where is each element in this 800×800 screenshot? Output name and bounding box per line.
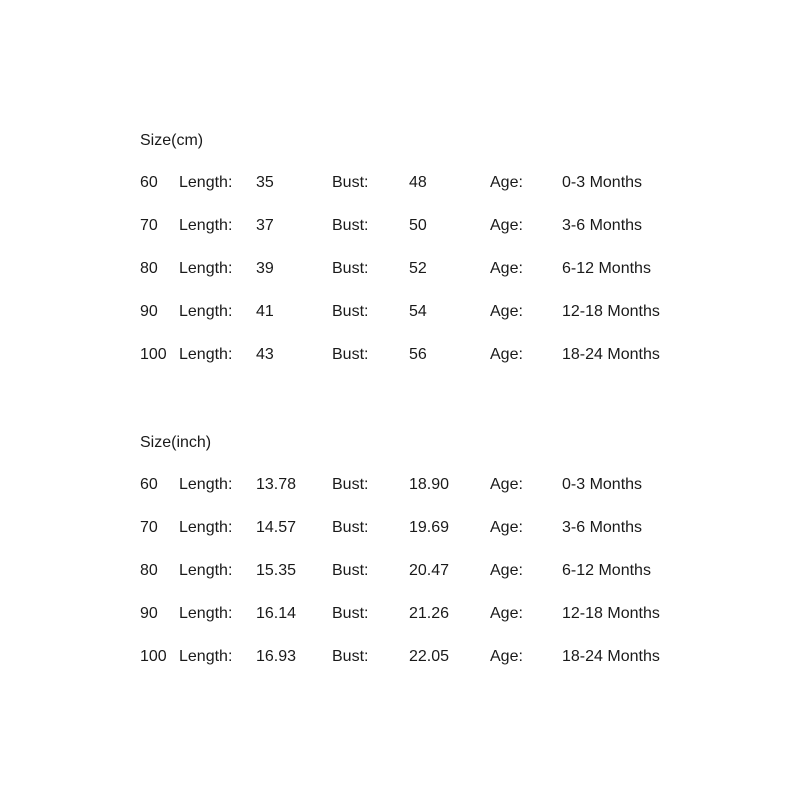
age-value: 12-18 Months — [562, 605, 660, 622]
bust-value: 56 — [409, 346, 427, 363]
section-title-inch: Size(inch) — [140, 434, 212, 451]
table-row — [140, 560, 740, 582]
size-value: 100 — [140, 648, 167, 665]
table-row — [140, 646, 740, 668]
age-label: Age: — [490, 217, 523, 234]
table-row — [140, 603, 740, 625]
size-value: 90 — [140, 303, 158, 320]
table-row — [140, 474, 740, 496]
table-row — [140, 215, 740, 237]
length-label: Length: — [179, 174, 233, 191]
length-value: 43 — [256, 346, 274, 363]
age-label: Age: — [490, 605, 523, 622]
length-value: 39 — [256, 260, 274, 277]
age-label: Age: — [490, 174, 523, 191]
age-label: Age: — [490, 519, 523, 536]
age-value: 0-3 Months — [562, 174, 643, 191]
bust-value: 48 — [409, 174, 427, 191]
length-label: Length: — [179, 605, 233, 622]
age-label: Age: — [490, 346, 523, 363]
age-label: Age: — [490, 562, 523, 579]
length-value: 16.14 — [256, 605, 297, 622]
bust-value: 20.47 — [409, 562, 450, 579]
bust-label: Bust: — [332, 519, 369, 536]
bust-label: Bust: — [332, 476, 369, 493]
length-label: Length: — [179, 346, 233, 363]
bust-label: Bust: — [332, 217, 369, 234]
age-value: 3-6 Months — [562, 519, 643, 536]
size-value: 90 — [140, 605, 158, 622]
length-value: 35 — [256, 174, 274, 191]
age-value: 12-18 Months — [562, 303, 660, 320]
length-label: Length: — [179, 519, 233, 536]
bust-value: 21.26 — [409, 605, 450, 622]
length-value: 16.93 — [256, 648, 297, 665]
bust-value: 18.90 — [409, 476, 450, 493]
bust-label: Bust: — [332, 260, 369, 277]
length-label: Length: — [179, 562, 233, 579]
bust-value: 52 — [409, 260, 427, 277]
age-value: 6-12 Months — [562, 260, 651, 277]
length-label: Length: — [179, 260, 233, 277]
size-value: 100 — [140, 346, 167, 363]
length-label: Length: — [179, 476, 233, 493]
bust-value: 22.05 — [409, 648, 450, 665]
bust-label: Bust: — [332, 562, 369, 579]
section-title-cm: Size(cm) — [140, 132, 204, 149]
length-value: 41 — [256, 303, 274, 320]
age-label: Age: — [490, 648, 523, 665]
age-label: Age: — [490, 303, 523, 320]
bust-label: Bust: — [332, 174, 369, 191]
bust-value: 50 — [409, 217, 427, 234]
table-row — [140, 301, 740, 323]
age-label: Age: — [490, 476, 523, 493]
bust-value: 54 — [409, 303, 427, 320]
bust-label: Bust: — [332, 605, 369, 622]
size-chart-inch — [140, 432, 740, 689]
length-label: Length: — [179, 648, 233, 665]
length-value: 37 — [256, 217, 274, 234]
bust-label: Bust: — [332, 648, 369, 665]
size-value: 80 — [140, 260, 158, 277]
size-chart-cm — [140, 130, 740, 387]
age-value: 3-6 Months — [562, 217, 643, 234]
size-value: 60 — [140, 476, 158, 493]
age-value: 18-24 Months — [562, 346, 660, 363]
age-value: 6-12 Months — [562, 562, 651, 579]
age-label: Age: — [490, 260, 523, 277]
size-value: 70 — [140, 217, 158, 234]
length-label: Length: — [179, 217, 233, 234]
table-row — [140, 258, 740, 280]
age-value: 18-24 Months — [562, 648, 660, 665]
length-value: 13.78 — [256, 476, 297, 493]
age-value: 0-3 Months — [562, 476, 643, 493]
length-value: 15.35 — [256, 562, 297, 579]
size-value: 60 — [140, 174, 158, 191]
bust-label: Bust: — [332, 303, 369, 320]
table-row — [140, 344, 740, 366]
length-value: 14.57 — [256, 519, 297, 536]
table-row — [140, 172, 740, 194]
table-row — [140, 517, 740, 539]
size-value: 70 — [140, 519, 158, 536]
bust-label: Bust: — [332, 346, 369, 363]
bust-value: 19.69 — [409, 519, 450, 536]
length-label: Length: — [179, 303, 233, 320]
size-value: 80 — [140, 562, 158, 579]
